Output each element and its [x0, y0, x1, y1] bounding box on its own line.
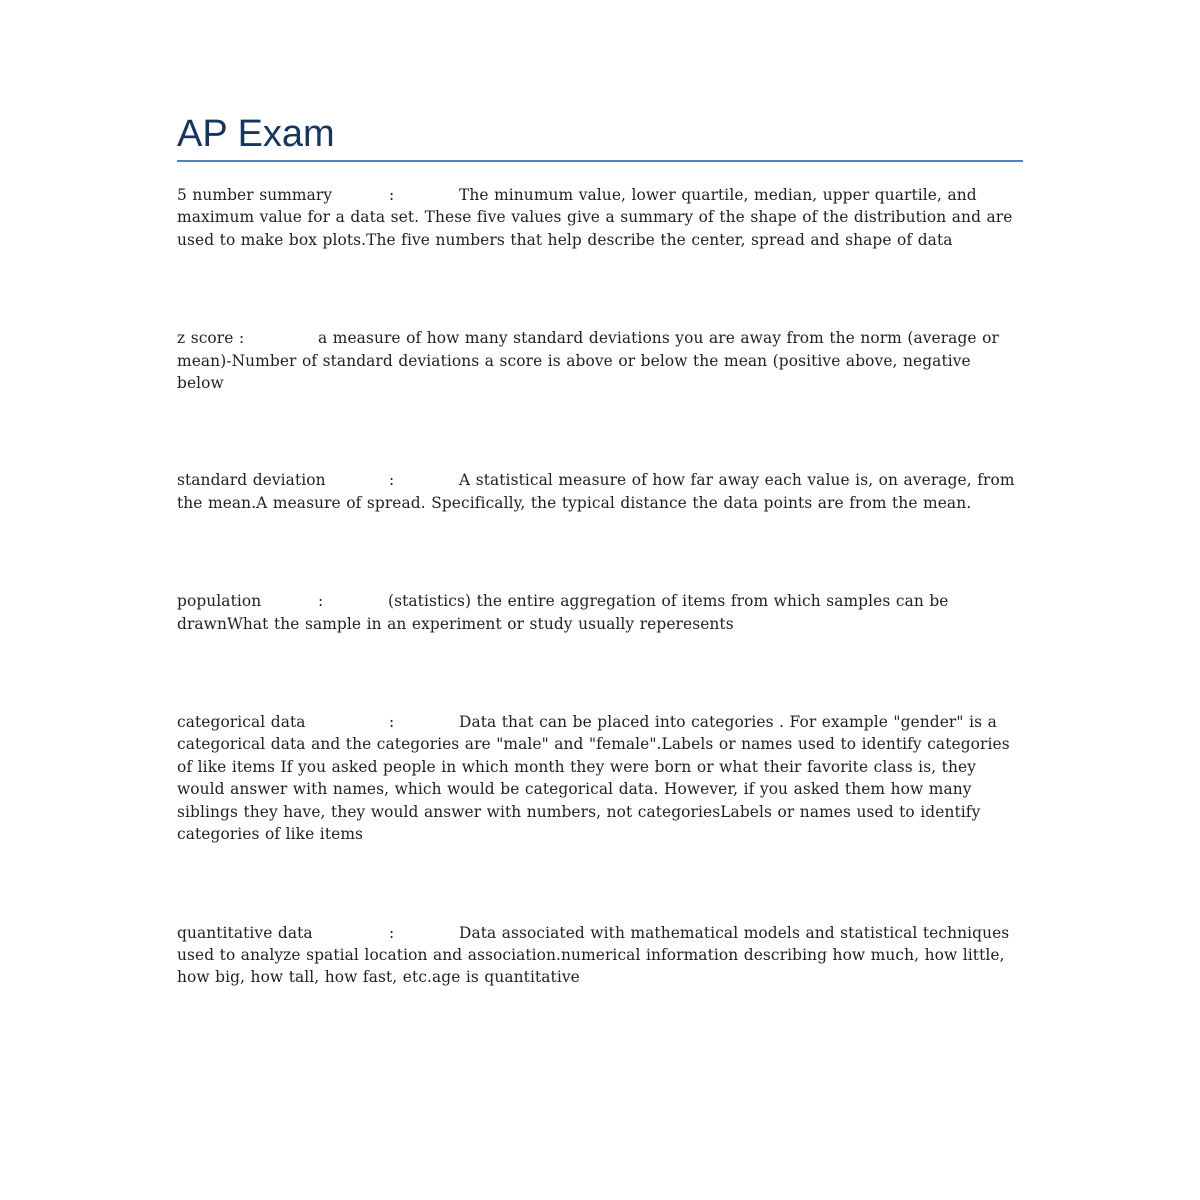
entry-separator: :: [389, 923, 395, 942]
entry-definition: The minumum value, lower quartile, median, upper quartile, and maximum value for a data set. These five values give a summary of the shape of the distribution and are used to make box plots.The five numbers that help describe the center, spread and shape of data: [177, 186, 1013, 249]
entry-population: [177, 590, 1023, 635]
entry-separator: :: [389, 186, 395, 204]
title-underline: [177, 160, 1023, 162]
document-title: AP Exam: [177, 113, 335, 155]
entry-separator: :: [318, 592, 324, 611]
entry-term: population: [177, 592, 262, 611]
entry-separator: :: [389, 471, 395, 490]
entry-definition: a measure of how many standard deviations you are away from the norm (average or mean)-Number of standard deviations a score is above or below the mean (positive above, negative below: [177, 329, 999, 393]
entry-separator: :: [238, 329, 245, 348]
entry-separator: :: [389, 713, 395, 732]
entry-term: categorical data: [177, 713, 306, 732]
entry-five-number-summary: [177, 184, 1023, 251]
entry-definition: Data that can be placed into categories . For example "gender" is a categorical data and the categories are "male" and "female".Labels or names used to identify categories of like items If you asked people in which month they were born or what their favorite class is, they would answer with names, which would be categorical data. However, if you asked them how many siblings they have, they would answer with numbers, not categoriesLabels or names used to identify categories of like items: [177, 713, 1010, 844]
entries-list: [177, 184, 1023, 989]
document-page: [177, 112, 1023, 989]
entry-term: standard deviation: [177, 471, 326, 490]
entry-z-score: [177, 327, 1023, 394]
entry-term: quantitative data: [177, 923, 313, 942]
entry-definition: Data associated with mathematical models and statistical techniques used to analyze spatial location and association.numerical information describing how much, how little, how big, how tall, how fast, etc.age is quantitative: [177, 923, 1010, 987]
entry-categorical-data: [177, 711, 1023, 845]
entry-definition: A statistical measure of how far away each value is, on average, from the mean.A measure of spread. Specifically, the typical distance the data points are from the mean.: [177, 471, 1015, 512]
entry-definition: (statistics) the entire aggregation of items from which samples can be drawnWhat the sample in an experiment or study usually reperesents: [177, 592, 949, 633]
entry-term: z score :: [177, 329, 245, 348]
entry-term: 5 number summary: [177, 186, 333, 204]
entry-quantitative-data: [177, 922, 1023, 989]
entry-standard-deviation: [177, 469, 1023, 514]
